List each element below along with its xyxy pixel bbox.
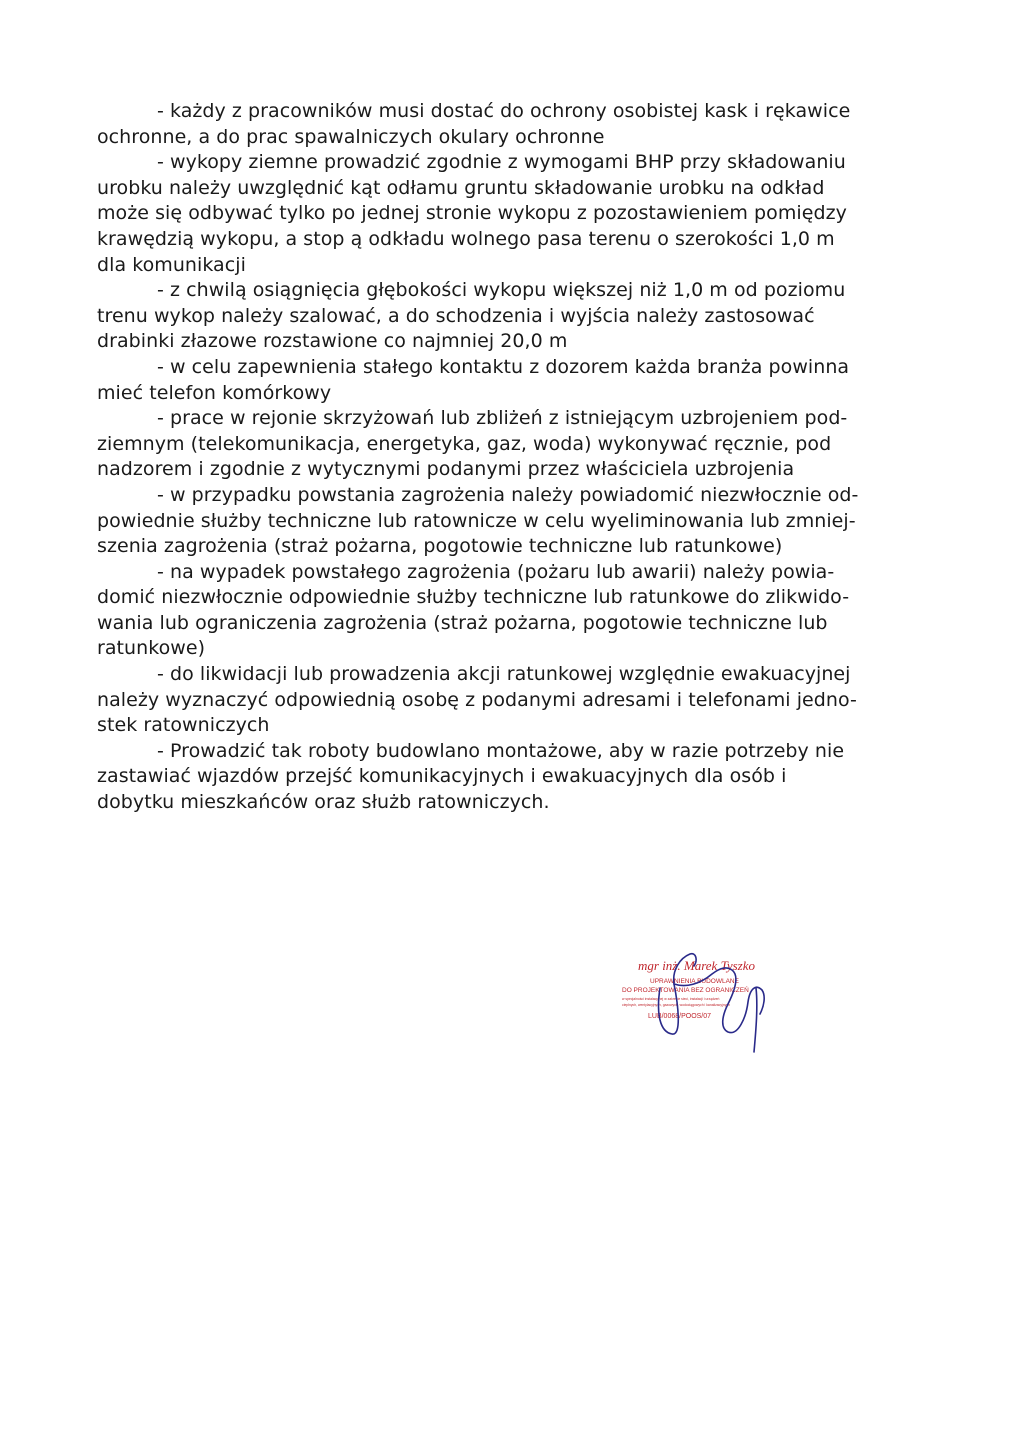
text-line: ratunkowe): [97, 637, 206, 660]
text-line: - wykopy ziemne prowadzić zgodnie z wymogami BHP przy składowaniu: [157, 151, 846, 174]
document-body: [97, 99, 919, 816]
text-line: może się odbywać tylko po jednej stronie wykopu z pozostawieniem pomiędzy: [97, 202, 847, 225]
engineer-stamp: [616, 944, 776, 1056]
paragraph-protective-equipment: [97, 99, 919, 150]
text-line: powiednie służby techniczne lub ratownicze w celu wyeliminowania lub zmniej-: [97, 509, 856, 532]
text-line: - w przypadku powstania zagrożenia należy powiadomić niezwłocznie od-: [157, 483, 859, 506]
text-line: drabinki złazowe rozstawione co najmniej 20,0 m: [97, 330, 568, 353]
text-line: - do likwidacji lub prowadzenia akcji ratunkowej względnie ewakuacyjnej: [157, 663, 851, 686]
text-line: - Prowadzić tak roboty budowlano montażowe, aby w razie potrzeby nie: [157, 739, 845, 762]
stamp-line: cieplnych, wentylacyjnych, gazowych, wodociągowych i kanalizacyjnych: [622, 1003, 730, 1007]
text-line: dla komunikacji: [97, 253, 246, 276]
stamp-line: LUB/0068/POOS/07: [648, 1013, 712, 1020]
stamp-line: UPRAWNIENIA BUDOWLANE: [650, 978, 739, 985]
paragraph-excavation: [97, 150, 919, 278]
paragraph-utilities-work: [97, 406, 919, 483]
text-line: domić niezwłocznie odpowiednie służby techniczne lub ratunkowe do zlikwido-: [97, 586, 850, 609]
text-line: - każdy z pracowników musi dostać do ochrony osobistej kask i rękawice: [157, 100, 851, 122]
stamp-ink: [622, 958, 755, 1020]
text-line: należy wyznaczyć odpowiednią osobę z podanymi adresami i telefonami jedno-: [97, 688, 857, 711]
stamp-line: w specjalności instalacyjnej w zakresie sieci, instalacji i urządzeń: [622, 997, 720, 1001]
paragraph-rescue-coordinator: [97, 662, 919, 739]
text-line: stek ratowniczych: [97, 714, 270, 737]
stamp-line: DO PROJEKTOWANIA BEZ OGRANICZEŃ: [622, 987, 749, 994]
text-line: urobku należy uwzględnić kąt odłamu gruntu składowanie urobku na odkład: [97, 176, 825, 199]
text-line: dobytku mieszkańców oraz służb ratowniczych.: [97, 791, 550, 814]
paragraph-emergency: [97, 560, 919, 662]
text-line: zastawiać wjazdów przejść komunikacyjnych i ewakuacyjnych dla osób i: [97, 765, 787, 788]
text-line: - w celu zapewnienia stałego kontaktu z dozorem każda branża powinna: [157, 355, 850, 378]
text-line: szenia zagrożenia (straż pożarna, pogotowie techniczne lub ratunkowe): [97, 535, 783, 558]
text-line: trenu wykop należy szalować, a do schodzenia i wyjścia należy zastosować: [97, 304, 815, 327]
text-line: nadzorem i zgodnie z wytycznymi podanymi przez właściciela uzbrojenia: [97, 458, 795, 481]
text-line: krawędzią wykopu, a stop ą odkładu wolnego pasa terenu o szerokości 1,0 m: [97, 227, 835, 250]
text-line: wania lub ograniczenia zagrożenia (straż pożarna, pogotowie techniczne lub: [97, 611, 828, 634]
paragraph-hazard-notification: [97, 483, 919, 560]
text-line: ochronne, a do prac spawalniczych okulary ochronne: [97, 125, 605, 148]
text-line: ziemnym (telekomunikacja, energetyka, gaz, woda) wykonywać ręcznie, pod: [97, 432, 832, 455]
stamp-graphic: [616, 944, 776, 1056]
text-line: - z chwilą osiągnięcia głębokości wykopu większej niż 1,0 m od poziomu: [157, 279, 846, 302]
paragraph-access-routes: [97, 739, 919, 816]
text-line: - prace w rejonie skrzyżowań lub zbliżeń z istniejącym uzbrojeniem pod-: [157, 407, 848, 430]
paragraph-phone-contact: [97, 355, 919, 406]
text-line: mieć telefon komórkowy: [97, 381, 332, 404]
stamp-name: mgr inż. Marek Tyszko: [638, 958, 755, 973]
text-line: - na wypadek powstałego zagrożenia (pożaru lub awarii) należy powia-: [157, 560, 835, 583]
paragraph-shoring: [97, 278, 919, 355]
